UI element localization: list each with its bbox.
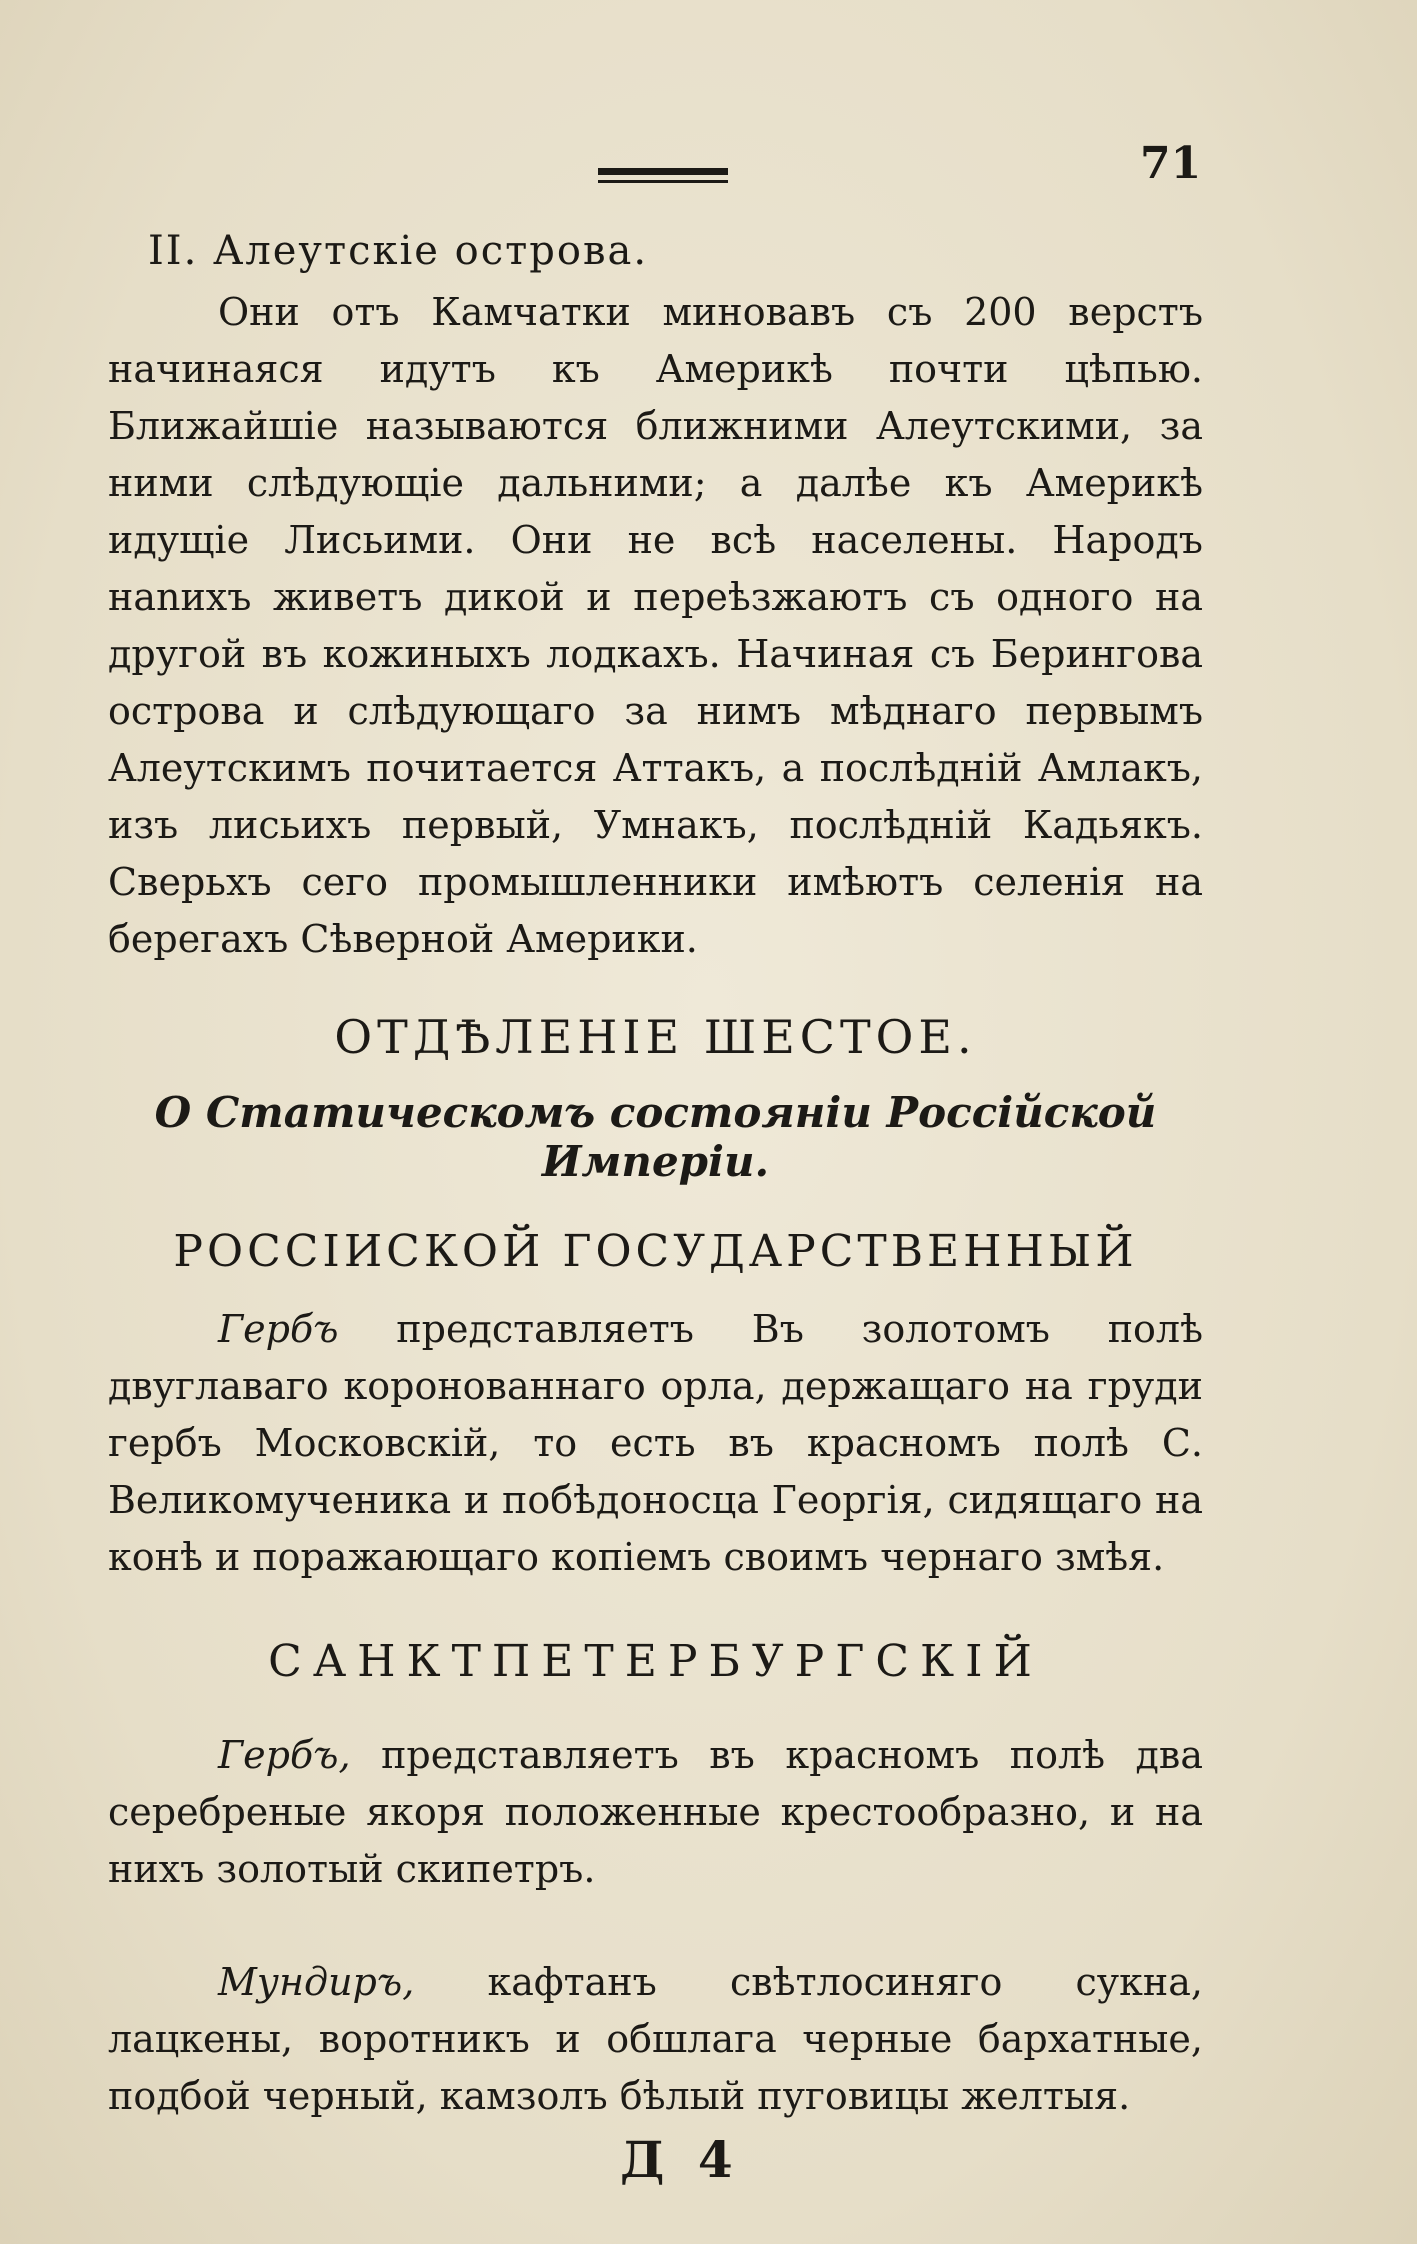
stpetersburg-uniform-paragraph	[108, 1954, 1203, 2125]
printer-signature-mark: Д 4	[620, 2130, 741, 2189]
section-two-heading: II. Алеутскіе острова.	[148, 228, 649, 274]
state-arms-paragraph	[108, 1301, 1203, 1586]
header-rule-thick	[598, 168, 728, 175]
part-six-subtitle: О Статическомъ состояніи Россійской Имперіи.	[154, 1088, 1157, 1186]
section-two-text: Они отъ Камчатки миновавъ съ 200 верстъ начинаяся идутъ къ Америкѣ почти цѣпью. Ближайшіе называются ближними Алеутскими, за ними слѣдующіе дальними; а далѣе къ Америкѣ идущіе Лисьими. Они не всѣ населены. Народъ наnихъ живетъ дикой и переѣзжаютъ съ одного на другой въ кожиныхъ лодкахъ. Начиная съ Берингова острова и слѣдующаго за нимъ мѣднаго первымъ Алеутскимъ почитается Аттакъ, а послѣдній Амлакъ, изъ лисьихъ первый, Умнакъ, послѣдній Кадьякъ. Сверьхъ сего промышленники имѣютъ селенія на берегахъ Сѣверной Америки.	[108, 290, 1203, 961]
stpetersburg-heading: САНКТПЕТЕРБУРГСКІЙ	[268, 1636, 1043, 1687]
header-rule	[598, 168, 728, 188]
paragraph-gap	[108, 1898, 1203, 1954]
stpetersburg-uniform-term: Мундиръ,	[218, 1960, 415, 2004]
state-arms-heading: РОССІИСКОЙ ГОСУДАРСТВЕННЫЙ	[173, 1226, 1138, 1277]
state-arms-term: Гербъ	[218, 1307, 339, 1351]
stpetersburg-arms-text: представляетъ въ красномъ полѣ два серебреные якоря положенные крестообразно, и на нихъ золотый скипетръ.	[108, 1733, 1203, 1891]
stpetersburg-arms-paragraph	[108, 1727, 1203, 1898]
state-arms-text: представляетъ Въ золотомъ полѣ двуглаваго коронованнаго орла, держащаго на груди гербъ Московскій, то есть въ красномъ полѣ С. Великомученика и побѣдоносца Георгія, сидящаго на конѣ и поражающаго копіемъ своимъ чернаго змѣя.	[108, 1307, 1203, 1579]
part-six-heading: ОТДѢЛЕНІЕ ШЕСТОЕ.	[334, 1010, 977, 1064]
stpetersburg-uniform-text: кафтанъ свѣтлосиняго сукна, лацкены, воротникъ и обшлага черные бархатные, подбой черный, камзолъ бѣлый пуговицы желтыя.	[108, 1960, 1203, 2118]
page-number: 71	[1140, 138, 1202, 189]
page-content	[108, 228, 1203, 2125]
header-rule-thin	[598, 180, 728, 183]
section-two-paragraph	[108, 284, 1203, 968]
stpetersburg-arms-term: Гербъ,	[218, 1733, 351, 1777]
